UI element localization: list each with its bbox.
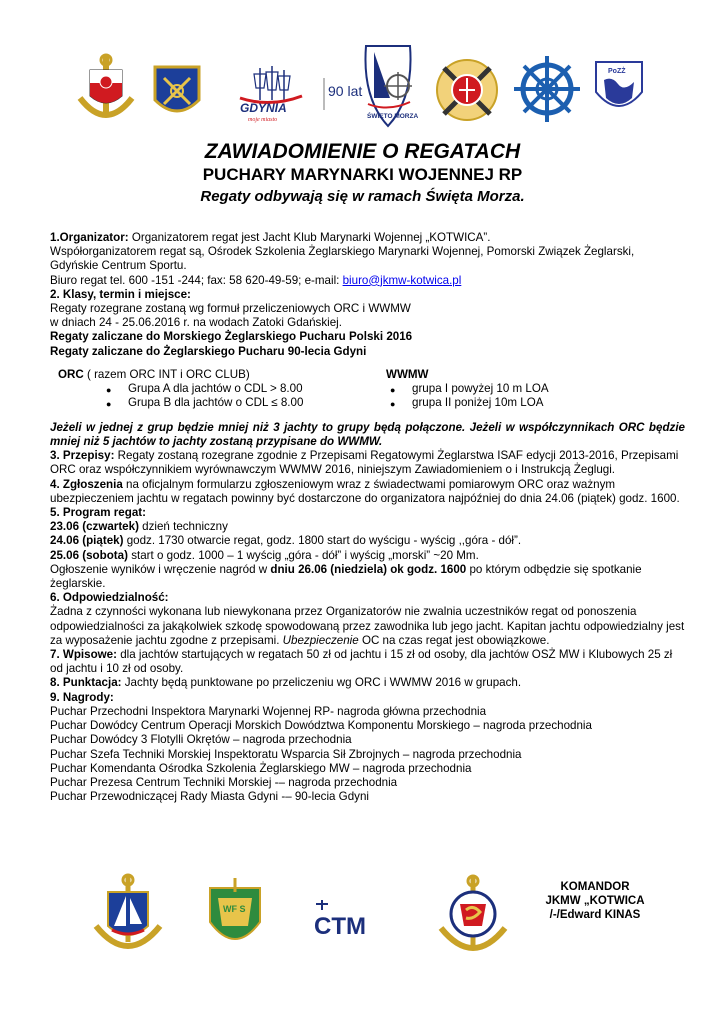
program-day-2-text: godz. 1730 otwarcie regat, godz. 1800 start do wyścigu - wyścig ,,góra - dół”. (123, 534, 522, 548)
gdynia-slogan-text: moje miasto (248, 117, 278, 123)
signature-line-2: JKMW „KOTWICA (545, 895, 645, 907)
pozz-logo (592, 58, 646, 122)
program-day-2-label: 24.06 (piątek) (50, 534, 124, 548)
section-2-bold2: Regaty zaliczane do Żeglarskiego Pucharu 90-lecia Gdyni (50, 344, 367, 358)
section-6-italic: Ubezpieczenie (282, 633, 359, 647)
program-day-3-text: start o godz. 1000 – 1 wyścig „góra - dół” i wyścig „morski” ~20 Mm. (127, 548, 479, 562)
program-day-1 (50, 520, 685, 534)
section-7-text: dla jachtów startujących w regatach 50 zł od jachtu i 15 zł od osoby, dla jachtów OSŻ MW i Klubowych 25 zł od jachtu i 10 zł od osoby. (50, 648, 673, 676)
program-day-1-label: 23.06 (czwartek) (50, 520, 139, 534)
pozz-text: PoZŻ (608, 68, 626, 75)
orc-group-item: ● Grupa A dla jachtów o CDL > 8.00 (102, 382, 303, 396)
wfs-text: WF S (223, 904, 246, 914)
swieto-morza-logo (360, 42, 418, 130)
section-6-text: Żadna z czynności wykonana lub niewykonana przez Organizatorów nie zwalnia uczestników regat od ponoszenia odpowiedzialności za jakąkolwiek szkodę spowodowaną przez zawodnika lub jego jacht. Kapitan jachtu odpowiedzialny jest za wyposażenie jachtu zgodne z przepisami. (50, 605, 685, 647)
signature-block (520, 880, 670, 922)
section-3 (50, 449, 685, 477)
section-2-line1: Regaty rozegrane zostaną wg formuł przeliczeniowych ORC i WWMW (50, 302, 411, 316)
section-8-text: Jachty będą punktowane po przeliczeniu wg ORC i WWMW 2016 w grupach. (121, 676, 522, 690)
section-2-label: 2. Klasy, termin i miejsce: (50, 287, 191, 301)
program-day-2 (50, 534, 685, 548)
section-3-text: Regaty zostaną rozegrane zgodnie z Przepisami Regatowymi Żeglarstwa ISAF edycji 2013-2016, Przepisami ORC oraz współczynnikiem wyrównawczym WWMW 2016, niniejszym Zawiadomieniem o i Instrukcją Żeglugi. (50, 449, 679, 477)
document-body (50, 231, 685, 804)
blue-shield-logo (152, 64, 202, 122)
orc-column (58, 368, 303, 411)
prize-item: Puchar Przewodniczącej Rady Miasta Gdyni -– 90-lecia Gdyni (50, 790, 369, 804)
section-6 (50, 605, 685, 648)
section-4-text: na oficjalnym formularzu zgłoszeniowym wraz z świadectwami pomiarowym ORC oraz ważnym ubezpieczeniem jachtu w regatach powinny być dostarczone do organizatora najpóźniej do dnia 24.06 (piątek) godz. 1600. (50, 477, 680, 505)
email-link[interactable]: biuro@jkmw-kotwica.pl (342, 273, 462, 287)
signature-line-3: /-/Edward KINAS (549, 909, 641, 921)
sailing-school-crest-logo (90, 872, 166, 960)
swieto-morza-text: ŚWIĘTO MORZA (367, 113, 419, 120)
wwmw-group-item: ● grupa II poniżej 10m LOA (386, 396, 549, 410)
ctm-logo (312, 896, 382, 942)
gdynia-logo (220, 62, 320, 124)
kotwica-club-crest-logo (436, 874, 510, 962)
section-7 (50, 648, 685, 676)
bottom-logos (80, 868, 480, 968)
page-title: ZAWIADOMIENIE O REGATACH (204, 140, 521, 163)
prize-item: Puchar Komendanta Ośrodka Szkolenia Żeglarskiego MW – nagroda przechodnia (50, 761, 472, 775)
orc-label-rest: ( razem ORC INT i ORC CLUB) (83, 367, 250, 381)
prize-item: Puchar Prezesa Centrum Techniki Morskiej -– nagroda przechodnia (50, 775, 398, 789)
section-6-post: OC na czas regat jest obowiązkowe. (358, 633, 550, 647)
program-day-3-label: 25.06 (sobota) (50, 548, 128, 562)
crossed-anchors-emblem-logo (432, 52, 502, 128)
section-1-label: 1.Organizator: (50, 231, 129, 244)
signature-line-1: KOMANDOR (560, 881, 630, 893)
section-4 (50, 478, 685, 506)
section-2-bold1: Regaty zaliczane do Morskiego Żeglarskiego Pucharu Polski 2016 (50, 330, 413, 344)
section-9-label: 9. Nagrody: (50, 690, 114, 704)
wwmw-column (386, 368, 549, 411)
ctm-text: CTM (314, 913, 366, 940)
section-4-label: 4. Zgłoszenia (50, 477, 123, 491)
section-organizer (50, 231, 685, 245)
navy-anchor-crest-logo (74, 52, 138, 130)
program-day-1-text: dzień techniczny (138, 520, 228, 534)
section-8 (50, 676, 685, 690)
orc-group-item: ● Grupa B dla jachtów o CDL ≤ 8.00 (102, 396, 303, 410)
section-5-label: 5. Program regat: (50, 506, 146, 520)
section-1-coorganizers: Współorganizatorem regat są, Ośrodek Szkolenia Żeglarskiego Marynarki Wojennej, Pomorski Związek Żeglarski, Gdyńskie Centrum Sportu. (50, 245, 635, 273)
contact-text: Biuro regat tel. 600 -151 -244; fax: 58 620-49-59; e-mail: (50, 273, 343, 287)
section-1-text: Organizatorem regat jest Jacht Klub Marynarki Wojennej „KOTWICA”. (128, 231, 491, 244)
section-1-contact (50, 274, 685, 288)
prize-item: Puchar Dowódcy Centrum Operacji Morskich Dowództwa Komponentu Morskiego – nagroda przechodnia (50, 719, 592, 733)
class-groups (50, 368, 685, 412)
program-day-3 (50, 549, 685, 563)
section-3-label: 3. Przepisy: (50, 449, 115, 463)
gdynia-logo-text: GDYNIA (240, 101, 287, 115)
gdynia-90-years-logo (322, 74, 363, 114)
wfs-badge-logo (206, 876, 264, 958)
wwmw-label: WWMW (386, 367, 429, 381)
results-pre: Ogłoszenie wyników i wręczenie nagród w (50, 562, 271, 576)
section-8-label: 8. Punktacja: (50, 676, 122, 690)
results-bold: dniu 26.06 (niedziela) ok godz. 1600 (270, 562, 467, 576)
orc-label: ORC (58, 367, 84, 381)
page-subtitle: PUCHARY MARYNARKI WOJENNEJ RP (202, 165, 523, 184)
merge-note: Jeżeli w jednej z grup będzie mniej niż 3 jachty to grupy będą połączone. Jeżeli w współczynnikach ORC będzie mniej niż 5 jachtów to jachty zostaną przypisane do WWMW. (50, 420, 685, 449)
gdynia-90-text: 90 lat (328, 83, 363, 99)
section-2-line2: w dniach 24 - 25.06.2016 r. na wodach Zatoki Gdańskiej. (50, 316, 342, 330)
prize-item: Puchar Przechodni Inspektora Marynarki Wojennej RP- nagroda główna przechodnia (50, 704, 487, 718)
page-tagline: Regaty odbywają się w ramach Święta Morza. (200, 188, 525, 205)
ship-wheel-logo (512, 54, 582, 124)
prize-item: Puchar Szefa Techniki Morskiej Inspektoratu Wsparcia Sił Zbrojnych – nagroda przechodnia (50, 747, 522, 761)
section-7-label: 7. Wpisowe: (50, 648, 117, 662)
wwmw-group-item: ● grupa I powyżej 10 m LOA (386, 382, 549, 396)
section-6-label: 6. Odpowiedzialność: (50, 591, 169, 605)
program-results (50, 563, 685, 591)
results-post: po którym odbędzie się spotkanie żeglarskie. (50, 562, 642, 591)
top-logos (60, 42, 660, 132)
prize-item: Puchar Dowódcy 3 Flotylli Okrętów – nagroda przechodnia (50, 733, 352, 747)
